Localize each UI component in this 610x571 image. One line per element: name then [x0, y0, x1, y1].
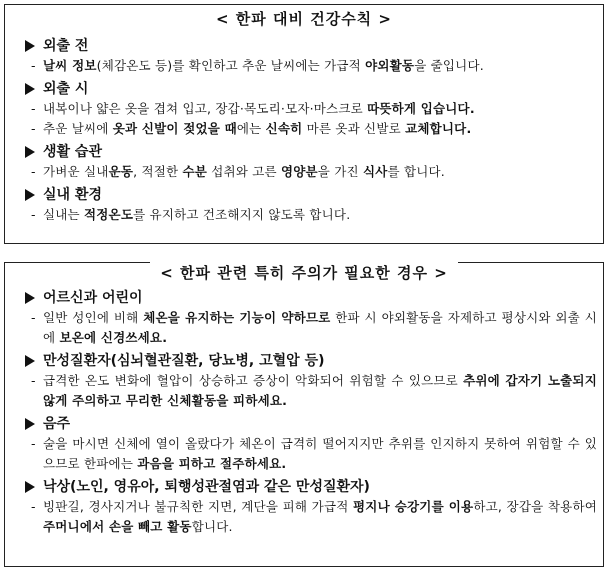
caution-cases-box — [4, 262, 604, 567]
section-heading — [11, 477, 597, 497]
body-text: 내복이나 얇은 옷을 겹쳐 입고, 장갑·목도리·모자·마스크로 — [43, 101, 368, 116]
dash-marker: - — [31, 58, 36, 73]
section-heading — [11, 414, 597, 434]
section-heading — [11, 79, 597, 99]
section-heading-text: 외출 시 — [43, 81, 89, 97]
list-item — [11, 56, 597, 76]
body-text: 합니다. — [191, 519, 233, 534]
triangle-right-icon — [25, 292, 35, 304]
body-text: , 적절한 — [133, 164, 183, 179]
body-text: 섭취와 고른 — [207, 164, 281, 179]
section-heading — [11, 142, 597, 162]
list-item — [11, 99, 597, 119]
body-text: 한파 시 야외활동을 자제하고 평상시와 외출 시에 — [43, 310, 597, 345]
emphasis-text: 날씨 정보 — [43, 58, 97, 73]
body-text: (체감온도 등)를 확인하고 추운 날씨에는 가급적 — [96, 58, 366, 73]
dash-marker: - — [31, 436, 36, 451]
section-heading — [11, 36, 597, 56]
triangle-right-icon — [25, 418, 35, 430]
section-heading — [11, 288, 597, 308]
list-item — [11, 308, 597, 348]
triangle-right-icon — [25, 40, 35, 52]
triangle-right-icon — [25, 83, 35, 95]
emphasis-text: 평지나 승강기를 이용 — [353, 499, 474, 514]
body-text: 을 줄입니다. — [414, 58, 484, 73]
triangle-right-icon — [25, 146, 35, 158]
body-text: 하고, 장갑을 착용하여 — [473, 499, 597, 514]
list-item — [11, 119, 597, 139]
body-text: 일반 성인에 비해 — [43, 310, 144, 325]
section-heading — [11, 351, 597, 371]
emphasis-text: 식사 — [362, 164, 388, 179]
list-item — [11, 497, 597, 537]
dash-marker: - — [31, 310, 36, 325]
section-heading-text: 실내 환경 — [43, 187, 102, 203]
emphasis-text: 수분 — [182, 164, 208, 179]
section-heading-text: 만성질환자(심뇌혈관질환, 당뇨병, 고혈압 등) — [43, 353, 325, 369]
emphasis-text: 적정온도 — [84, 207, 134, 222]
caution-cases-content — [11, 263, 597, 537]
list-item — [11, 162, 597, 182]
list-item — [11, 434, 597, 474]
dash-marker: - — [31, 121, 36, 136]
emphasis-text: 과음을 피하고 절주하세요. — [137, 456, 287, 471]
body-text: 마른 옷과 신발로 — [302, 121, 406, 136]
emphasis-text: 주머니에서 손을 빼고 활동 — [43, 519, 192, 534]
section-heading-text: 외출 전 — [43, 38, 89, 54]
dash-marker: - — [31, 207, 36, 222]
body-text: 을 가진 — [317, 164, 363, 179]
list-item — [11, 371, 597, 411]
dash-marker: - — [31, 164, 36, 179]
section-heading-text: 낙상(노인, 영유아, 퇴행성관절염과 같은 만성질환자) — [43, 479, 370, 495]
body-text: 추운 날씨에 — [43, 121, 113, 136]
dash-marker: - — [31, 101, 36, 116]
health-rules-content — [11, 5, 597, 225]
dash-marker: - — [31, 499, 36, 514]
body-text: 실내는 — [43, 207, 84, 222]
section-heading-text: 어르신과 어린이 — [43, 290, 143, 306]
health-rules-box — [4, 4, 604, 244]
emphasis-text: 따뜻하게 입습니다. — [367, 101, 475, 116]
section-heading-text: 생활 습관 — [43, 144, 102, 160]
health-rules-title: < 한파 대비 건강수칙 > — [206, 8, 402, 30]
body-text: 에는 — [236, 121, 266, 136]
list-item — [11, 205, 597, 225]
body-text: 를 합니다. — [387, 164, 445, 179]
caution-cases-title: < 한파 관련 특히 주의가 필요한 경우 > — [150, 262, 458, 284]
emphasis-text: 추위에 갑자기 노출되지 않게 주의하고 무리한 신체활동을 피하세요. — [43, 373, 597, 408]
emphasis-text: 신속히 — [265, 121, 303, 136]
emphasis-text: 운동 — [108, 164, 134, 179]
body-text: 가벼운 실내 — [43, 164, 109, 179]
body-text: 를 유지하고 건조해지지 않도록 합니다. — [133, 207, 351, 222]
emphasis-text: 교체합니다. — [405, 121, 472, 136]
emphasis-text: 보온에 신경쓰세요. — [59, 330, 168, 345]
emphasis-text: 영양분 — [280, 164, 318, 179]
dash-marker: - — [31, 373, 36, 388]
section-heading-text: 음주 — [43, 416, 71, 432]
triangle-right-icon — [25, 481, 35, 493]
triangle-right-icon — [25, 355, 35, 367]
section-heading — [11, 185, 597, 205]
body-text: 술을 마시면 신체에 열이 올랐다가 체온이 급격히 떨어지지만 추위를 인지하지 못하여 위험할 수 있으므로 한파에는 — [43, 436, 597, 471]
emphasis-text: 야외활동 — [365, 58, 415, 73]
emphasis-text: 체온을 유지하는 기능이 약하므로 — [143, 310, 331, 325]
body-text: 빙판길, 경사지거나 불규칙한 지면, 계단을 피해 가급적 — [43, 499, 354, 514]
emphasis-text: 옷과 신발이 젖었을 때 — [112, 121, 237, 136]
body-text: 급격한 온도 변화에 혈압이 상승하고 증상이 악화되어 위험할 수 있으므로 — [43, 373, 464, 388]
triangle-right-icon — [25, 189, 35, 201]
